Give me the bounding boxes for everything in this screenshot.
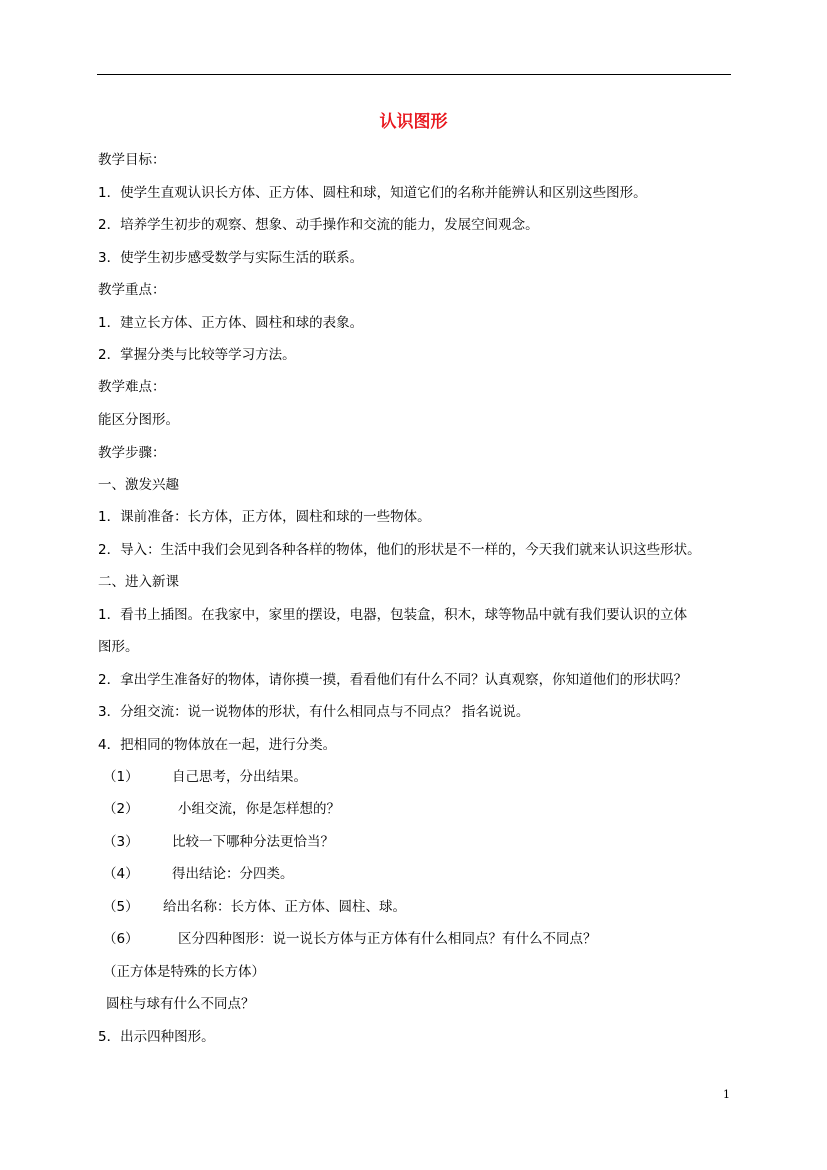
paragraph-line: 图形。 <box>98 639 139 655</box>
section-heading-steps: 教学步骤： <box>98 445 166 461</box>
paragraph-line: 5．出示四种图形。 <box>98 1029 215 1045</box>
section-heading-objectives: 教学目标： <box>98 152 166 168</box>
paragraph-line: 2．掌握分类与比较等学习方法。 <box>98 347 296 363</box>
document-title: 认识图形 <box>379 112 448 132</box>
paragraph-line: 2．导入：生活中我们会见到各种各样的物体，他们的形状是不一样的，今天我们就来认识这些形状。 <box>98 542 701 558</box>
header-rule <box>97 74 731 75</box>
paragraph-line: 2．培养学生初步的观察、想象、动手操作和交流的能力，发展空间观念。 <box>98 217 539 233</box>
paragraph-line: 4．把相同的物体放在一起，进行分类。 <box>98 737 337 753</box>
paragraph-line: 1．课前准备：长方体，正方体，圆柱和球的一些物体。 <box>98 509 431 525</box>
page-number: 1 <box>723 1088 730 1101</box>
list-item-text: 区分四种图形：说一说长方体与正方体有什么相同点？有什么不同点？ <box>178 931 597 947</box>
list-item-number: （4） <box>103 866 139 882</box>
list-item-text: 给出名称：长方体、正方体、圆柱、球。 <box>163 899 406 915</box>
section-heading-key-points: 教学重点： <box>98 282 166 298</box>
list-item-number: （1） <box>103 769 139 785</box>
list-item-text: 小组交流，你是怎样想的？ <box>178 801 340 817</box>
paragraph-line: 3．分组交流：说一说物体的形状，有什么相同点与不同点？ 指名说说。 <box>98 704 530 720</box>
list-item-number: （3） <box>103 834 139 850</box>
list-item-number: （6） <box>103 931 139 947</box>
list-item-text: 比较一下哪种分法更恰当？ <box>172 834 334 850</box>
paragraph-line: 2．拿出学生准备好的物体，请你摸一摸，看看他们有什么不同？认真观察，你知道他们的形状吗？ <box>98 672 688 688</box>
list-item-text: 自己思考，分出结果。 <box>172 769 307 785</box>
paragraph-line: 3．使学生初步感受数学与实际生活的联系。 <box>98 250 364 266</box>
paragraph-line: 二、进入新课 <box>98 574 179 590</box>
section-heading-difficulties: 教学难点： <box>98 379 166 395</box>
list-item-number: （5） <box>103 899 139 915</box>
note-line: 圆柱与球有什么不同点？ <box>106 996 255 1012</box>
paragraph-line: 一、激发兴趣 <box>98 477 179 493</box>
list-item-text: 得出结论：分四类。 <box>172 866 294 882</box>
paragraph-line: 1．看书上插图。在我家中，家里的摆设，电器，包装盒，积木，球等物品中就有我们要认识的立体 <box>98 607 688 623</box>
note-line: （正方体是特殊的长方体） <box>103 964 265 980</box>
paragraph-line: 1．建立长方体、正方体、圆柱和球的表象。 <box>98 315 364 331</box>
paragraph-line: 1．使学生直观认识长方体、正方体、圆柱和球，知道它们的名称并能辨认和区别这些图形。 <box>98 185 647 201</box>
paragraph-line: 能区分图形。 <box>98 412 179 428</box>
list-item-number: （2） <box>103 801 139 817</box>
